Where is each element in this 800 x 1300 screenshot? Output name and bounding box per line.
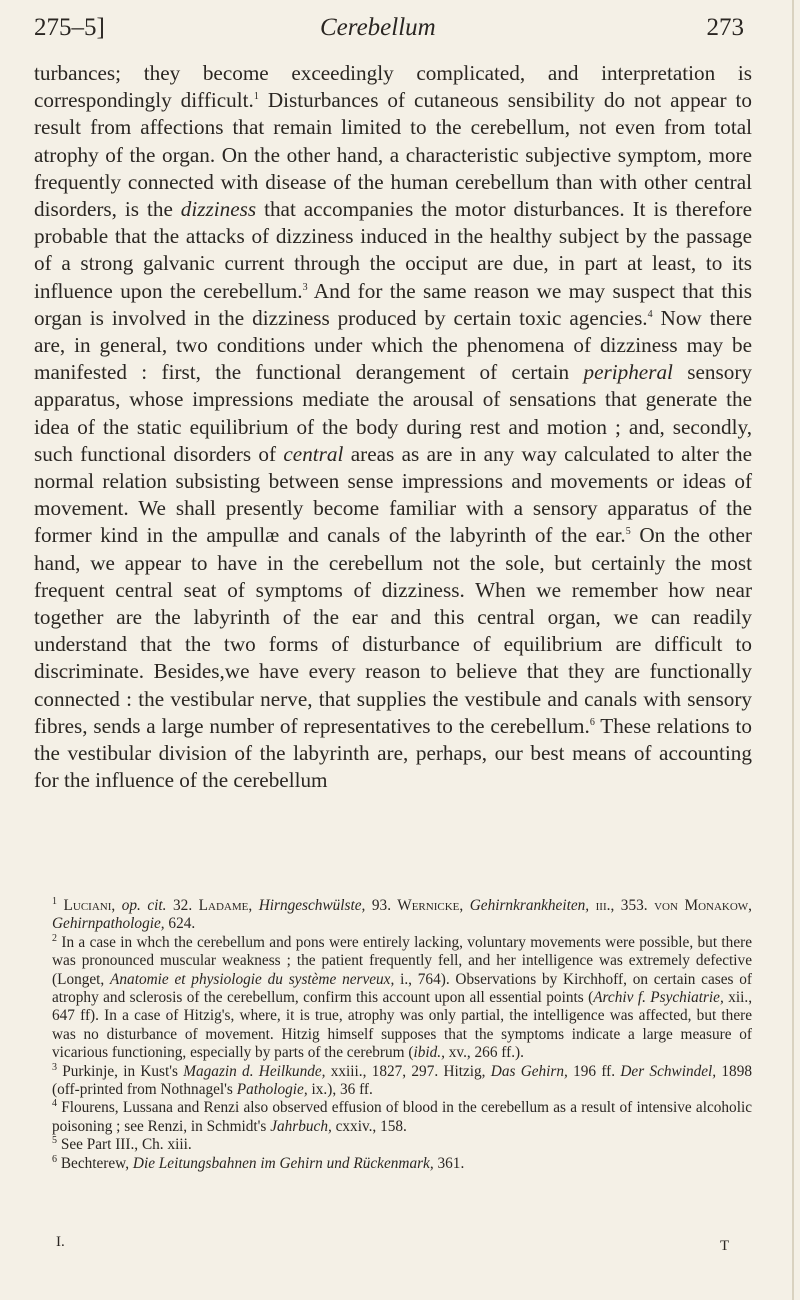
footnote-ref-1: 1	[253, 91, 259, 103]
signature-mark: I.	[56, 1234, 65, 1250]
footnote-3: $^3$ Purkinje, in Kust's Magazin d. Heilkunde, xxiii., 1827, 297. Hitzig, Das Gehirn, 196 ff. Der Schwindel, 1898 (off-printed from Nothnagel's Pathologie, ix.), 36 ff.	[52, 1061, 752, 1099]
footnote-ref-3: 3	[302, 281, 308, 293]
footnote-2: $^2$ In a case in whch the cerebellum and pons were entirely lacking, voluntary movements were possible, but there was pronounced muscular weakness ; the patient frequently fell, and her intelligence was extremely defective (Longet, Anatomie et physiologie du système nerveux, i., 764). Observations by Kirchhoff, on certain cases of atrophy and sclerosis of the cerebellum, confirm this account upon all essential points (Archiv f. Psychiatrie, xii., 647 ff). In a case of Hitzig's, where, it is true, atrophy was only partial, the intelligence was affected, but there was no disturbance of movement. Hitzig himself supposes that the symptoms indicate a large measure of vicarious functioning, especially by parts of the cerebrum (ibid., xv., 266 ff.).	[52, 932, 753, 1062]
running-header	[34, 10, 744, 50]
footnote-ref-4: 4	[647, 308, 653, 320]
section-range: 275–5]	[34, 14, 105, 41]
footnote-5: $^5$ See Part III., Ch. xiii.	[52, 1135, 192, 1154]
page-edge-shadow	[792, 0, 794, 1300]
footnotes	[52, 897, 752, 1173]
footnote-ref-5: 5	[625, 526, 631, 538]
running-title: Cerebellum	[320, 14, 436, 41]
signature-mark-right: T	[720, 1238, 730, 1254]
body-text	[34, 60, 752, 794]
page-number: 273	[706, 14, 744, 41]
body-paragraph: turbances; they become exceedingly complicated, and interpretation is correspondingly difficult.$^1$ Disturbances of cutaneous sensibility do not appear to result from affections that remain limited to the cerebellum, not even from total atrophy of the organ. On the other hand, a characteristic subjective symptom, more frequently connected with disease of the human cerebellum than with other central disorders, is the dizziness that accompanies the motor disturbances. It is therefore probable that the attacks of dizziness induced in the healthy subject by the passage of a strong galvanic current through the occiput are due, in part at least, to its influence upon the cerebellum.$^3$ And for the same reason we may suspect that this organ is involved in the dizziness produced by certain toxic agencies.$^4$ Now there are, in general, two conditions under which the phenomena of dizziness may be manifested : first, the functional derangement of certain peripheral sensory apparatus, whose impressions mediate the arousal of sensations that generate the idea of the static equilibrium of the body during rest and motion ; and, secondly, such functional disorders of central areas as are in any way calculated to alter the normal relation subsisting between sense impressions and movements or ideas of movement. We shall presently become familiar with a sensory apparatus of the former kind in the ampullæ and canals of the labyrinth of the ear.$^5$ On the other hand, we appear to have in the cerebellum not the sole, but certainly the most frequent central seat of symptoms of dizziness. When we remember how near together are the labyrinth of the ear and this central organ, we can readily understand that the two forms of disturbance of equilibrium are difficult to discriminate. Besides,we have every reason to believe that they are functionally connected : the vestibular nerve, that supplies the vestibule and canals with sensory fibres, sends a large number of representatives to the cerebellum.$^6$ These relations to the vestibular division of the labyrinth are, perhaps, our best means of accounting for the influence of the cerebellum	[34, 61, 753, 793]
footnote-1: $^1$ Luciani, op. cit. 32. Ladame, Hirngeschwülste, 93. Wernicke, Gehirnkrankheiten, iii., 353. von Monakow, Gehirnpathologie, 624.	[52, 895, 752, 933]
footnote-ref-6: 6	[589, 716, 595, 728]
footnote-4: $^4$ Flourens, Lussana and Renzi also observed effusion of blood in the cerebellum as a result of intensive alcoholic poisoning ; see Renzi, in Schmidt's Jahrbuch, cxxiv., 158.	[52, 1098, 752, 1135]
footnote-6: $^6$ Bechterew, Die Leitungsbahnen im Gehirn und Rückenmark, 361.	[52, 1153, 465, 1172]
